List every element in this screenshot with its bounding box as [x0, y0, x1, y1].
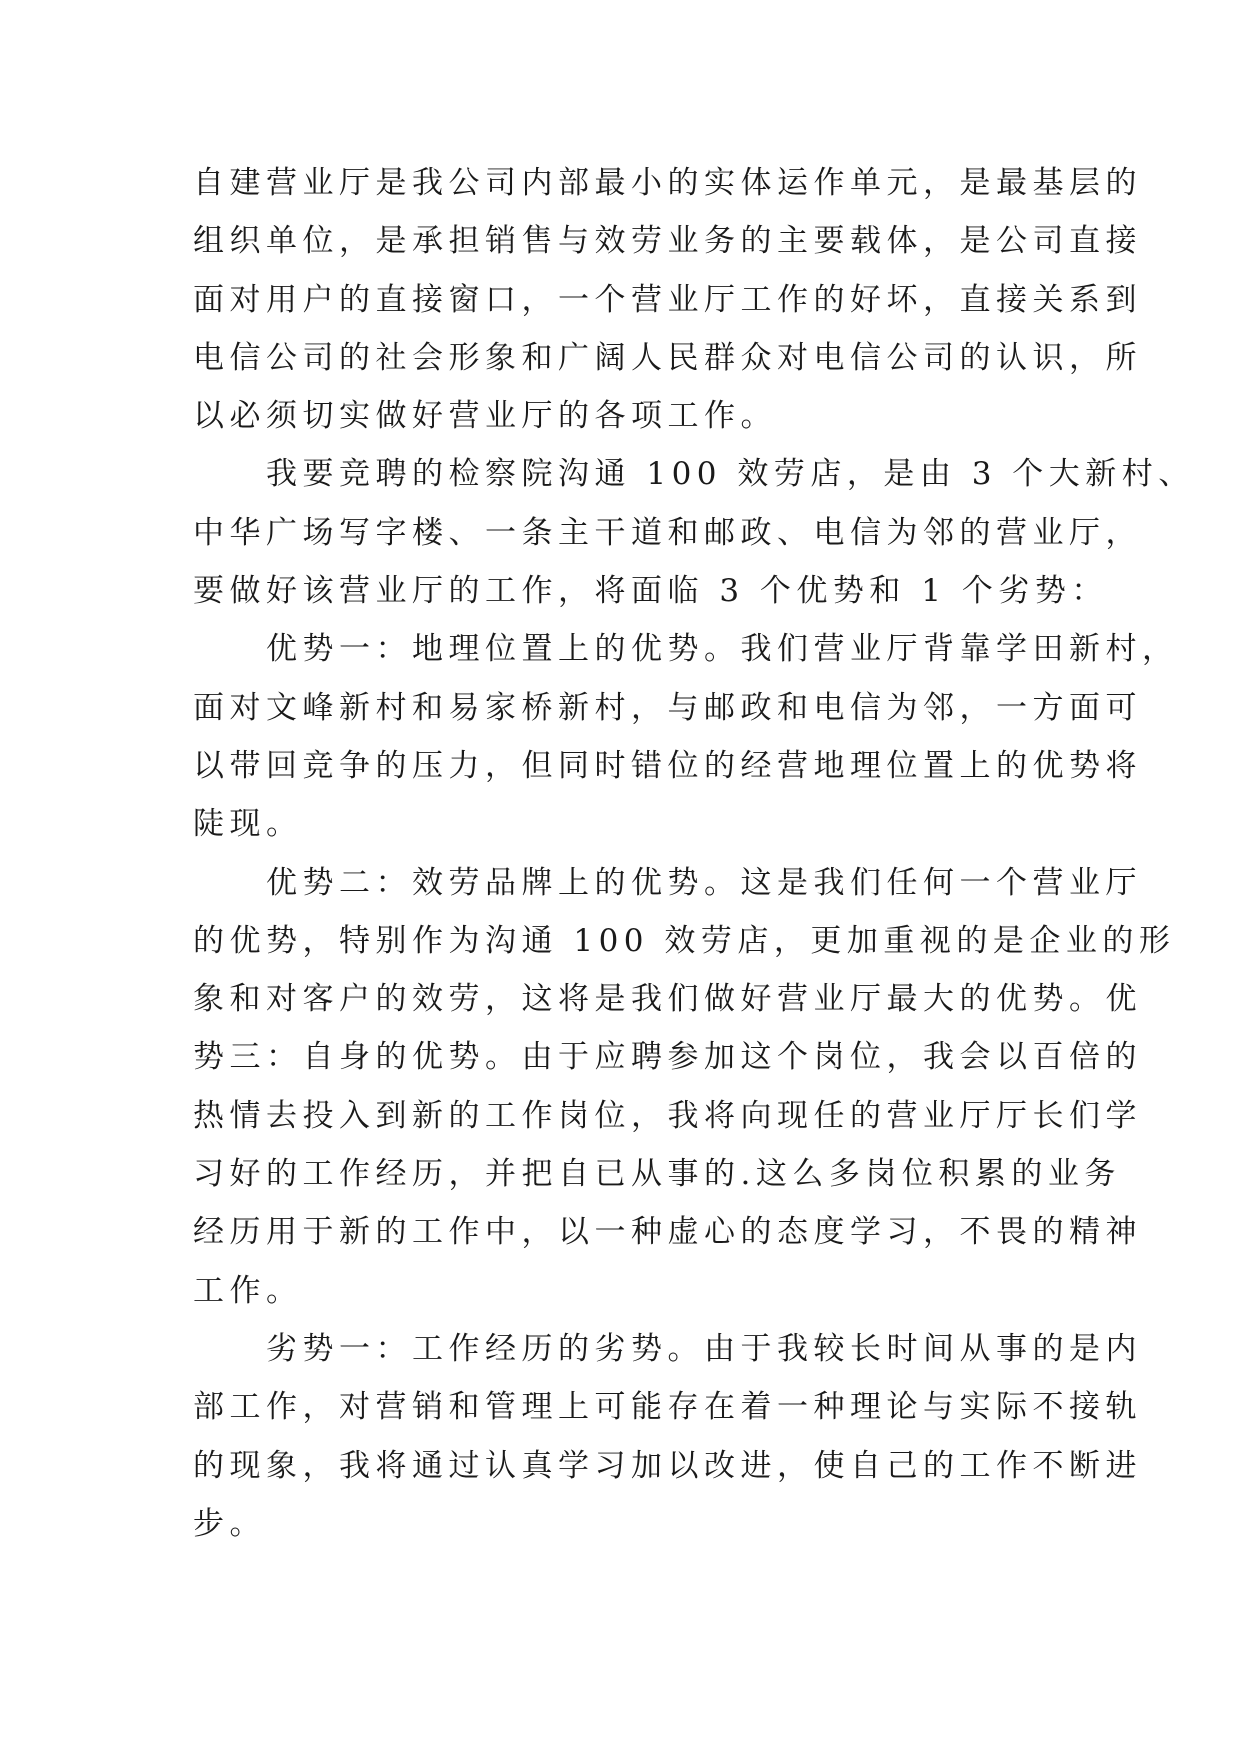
document-body [193, 154, 1195, 1553]
text-line: 象和对客户的效劳，这将是我们做好营业厅最大的优势。优 [193, 981, 1142, 1018]
text-line: 优势一：地理位置上的优势。我们营业厅背靠学田新村， [193, 631, 1179, 668]
text-line: 优势二：效劳品牌上的优势。这是我们任何一个营业厅 [193, 864, 1142, 901]
text-line: 面对用户的直接窗口，一个营业厅工作的好坏，直接关系到 [193, 281, 1142, 318]
text-line: 以带回竞争的压力，但同时错位的经营地理位置上的优势将 [193, 747, 1142, 784]
text-line: 劣势一：工作经历的劣势。由于我较长时间从事的是内 [193, 1330, 1142, 1367]
text-line: 的现象，我将通过认真学习加以改进，使自己的工作不断进 [193, 1447, 1142, 1484]
text-line: 面对文峰新村和易家桥新村，与邮政和电信为邻，一方面可 [193, 689, 1142, 726]
text-line: 要做好该营业厅的工作，将面临 3 个优势和 1 个劣势： [193, 573, 1108, 610]
text-line: 陡现。 [193, 806, 303, 843]
text-line: 自建营业厅是我公司内部最小的实体运作单元，是最基层的 [193, 165, 1142, 201]
text-line: 组织单位，是承担销售与效劳业务的主要载体，是公司直接 [193, 223, 1142, 260]
text-line: 部工作，对营销和管理上可能存在着一种理论与实际不接轨 [193, 1389, 1142, 1426]
text-line: 经历用于新的工作中，以一种虚心的态度学习，不畏的精神 [193, 1214, 1142, 1251]
text-line: 习好的工作经历，并把自已从事的.这么多岗位积累的业务 [193, 1156, 1121, 1193]
text-line: 的优势，特别作为沟通 100 效劳店，更加重视的是企业的形 [193, 922, 1176, 959]
text-line: 热情去投入到新的工作岗位，我将向现任的营业厅厅长们学 [193, 1097, 1142, 1134]
text-line: 我要竞聘的检察院沟通 100 效劳店，是由 3 个大新村、 [193, 456, 1195, 493]
text-line: 中华广场写字楼、一条主干道和邮政、电信为邻的营业厅， [193, 514, 1142, 551]
text-line: 工作。 [193, 1272, 303, 1309]
text-line: 以必须切实做好营业厅的各项工作。 [193, 398, 777, 435]
text-line: 势三：自身的优势。由于应聘参加这个岗位，我会以百倍的 [193, 1039, 1142, 1076]
text-line: 步。 [193, 1505, 266, 1542]
text-line: 电信公司的社会形象和广阔人民群众对电信公司的认识，所 [193, 339, 1142, 376]
